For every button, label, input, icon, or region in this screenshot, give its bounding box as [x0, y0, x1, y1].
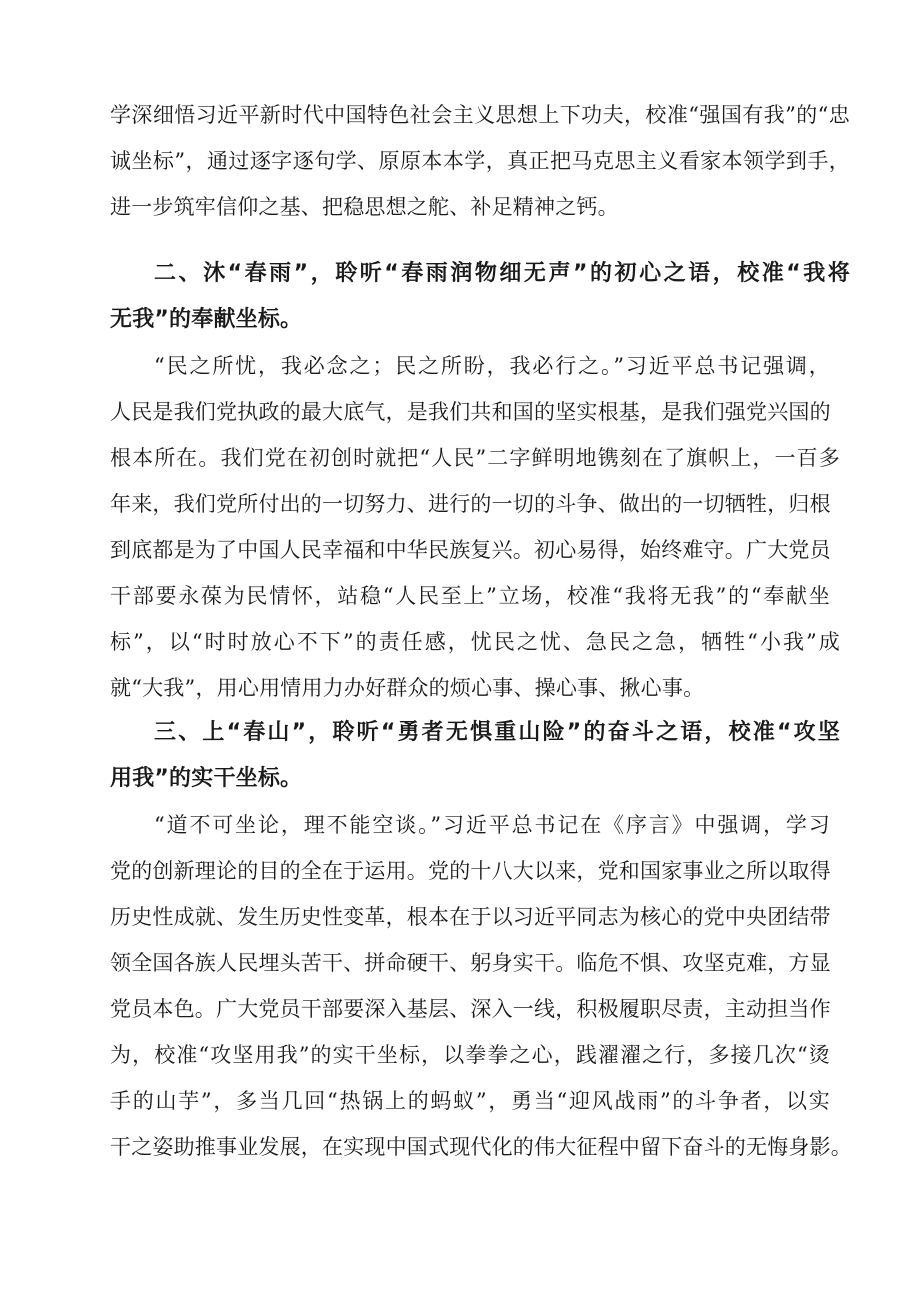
paragraph-line: 学深细悟习近平新时代中国特色社会主义思想上下功夫，校准“强国有我”的“忠 [110, 103, 850, 127]
paragraph-line: 就“大我”，用心用情用力办好群众的烦心事、操心事、揪心事。 [110, 676, 705, 700]
paragraph-line: 根本所在。我们党在初创时就把“人民”二字鲜明地镌刻在了旗帜上，一百多 [110, 446, 840, 470]
heading-line: 用我”的实干坐标。 [110, 766, 303, 791]
paragraph-line: 年来，我们党所付出的一切努力、进行的一切的斗争、做出的一切牺牲，归根 [110, 492, 831, 516]
paragraph-line: 党员本色。广大党员干部要深入基层、深入一线，积极履职尽责，主动担当作 [110, 997, 831, 1021]
paragraph-line: “民之所忧，我必念之；民之所盼，我必行之。”习近平总书记强调， [154, 354, 830, 378]
paragraph-line: 干部要永葆为民情怀，站稳“人民至上”立场，校准“我将无我”的“奉献坐 [110, 584, 830, 608]
paragraph-line: 领全国各族人民埋头苦干、拼命硬干、躬身实干。临危不惧、攻坚克难，方显 [110, 951, 831, 975]
paragraph-line: 进一步筑牢信仰之基、把稳思想之舵、补足精神之钙。 [110, 195, 619, 219]
paragraph-line: 手的山芋”，多当几回“热锅上的蚂蚁”，勇当“迎风战雨”的斗争者，以实 [110, 1089, 830, 1113]
paragraph-line: 历史性成就、发生历史性变革，根本在于以习近平同志为核心的党中央团结带 [110, 905, 831, 929]
paragraph-line: “道不可坐论，理不能空谈。”习近平总书记在《序言》中强调，学习 [154, 813, 830, 837]
paragraph-line: 党的创新理论的目的全在于运用。党的十八大以来，党和国家事业之所以取得 [110, 859, 831, 883]
paragraph-line: 到底都是为了中国人民幸福和中华民族复兴。初心易得，始终难守。广大党员 [110, 538, 831, 562]
heading-line: 无我”的奉献坐标。 [110, 307, 303, 332]
paragraph-line: 诚坐标”，通过逐字逐句学、原原本本学，真正把马克思主义看家本领学到手， [110, 149, 850, 173]
heading-line: 三、上“春山”，聆听“勇者无惧重山险”的奋斗之语，校准“攻坚 [154, 720, 840, 745]
heading-line: 二、沐“春雨”，聆听“春雨润物细无声”的初心之语，校准“我将 [154, 261, 850, 286]
paragraph-line: 为，校准“攻坚用我”的实干坐标，以拳拳之心，践濯濯之行，多接几次“烫 [110, 1043, 830, 1067]
paragraph-line: 标”，以“时时放心不下”的责任感，忧民之忧、急民之急，牺牲“小我”成 [110, 630, 840, 654]
paragraph-line: 人民是我们党执政的最大底气，是我们共和国的坚实根基，是我们强党兴国的 [110, 400, 831, 424]
paragraph-line: 干之姿助推事业发展，在实现中国式现代化的伟大征程中留下奋斗的无悔身影。 [110, 1135, 852, 1159]
